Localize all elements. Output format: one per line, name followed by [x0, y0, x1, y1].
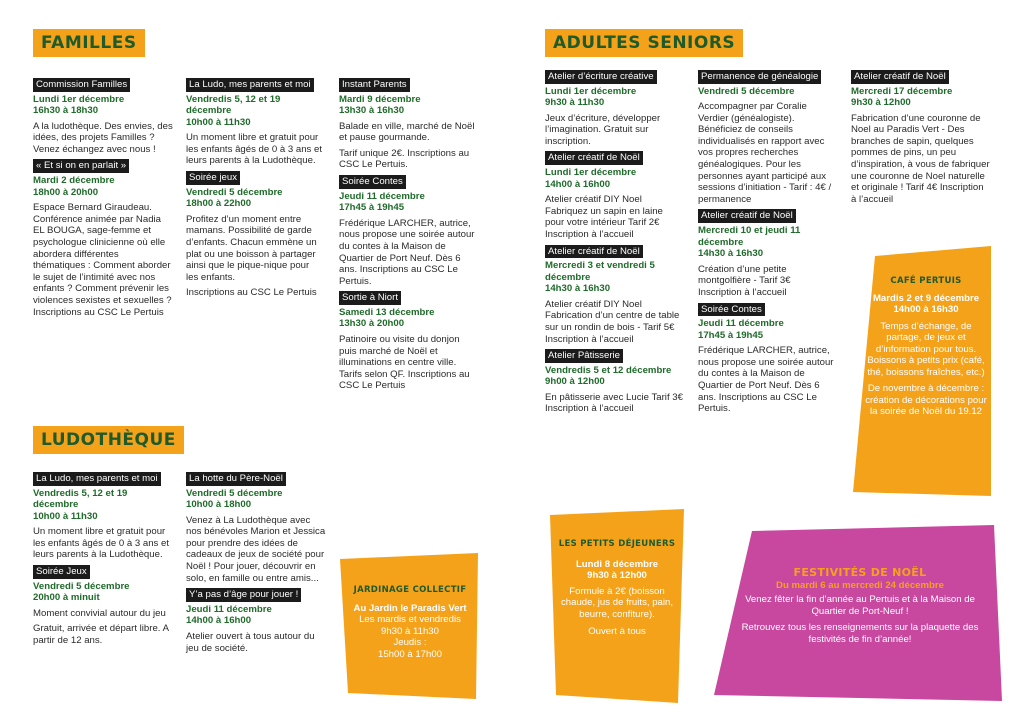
event-tag: Atelier créatif de Noël — [545, 245, 643, 259]
event-tag: Atelier d’écriture créative — [545, 70, 657, 84]
event-ecriture-creative — [545, 70, 683, 147]
event-tag: Atelier créatif de Noël — [545, 151, 643, 165]
event-date: Vendredi 5 décembre — [698, 85, 795, 97]
event-date: Vendredis 5 et 12 décembre 9h00 à 12h00 — [545, 364, 672, 388]
dejeuners-line: Formule à 2€ (boisson chaude, jus de fruits, pain, beurre, confiture). — [561, 585, 673, 620]
event-date: Vendredi 5 décembre 18h00 à 22h00 — [186, 186, 283, 210]
event-date: Vendredis 5, 12 et 19 décembre 10h00 à 11h30 — [186, 93, 281, 128]
event-tag: Permanence de généalogie — [698, 70, 821, 84]
event-soiree-contes-2 — [698, 303, 836, 415]
event-genealogie — [698, 70, 836, 205]
event-date: Lundi 1er décembre 9h30 à 11h30 — [545, 85, 637, 109]
ludo-col-1 — [33, 472, 173, 651]
event-pas-d-age — [186, 588, 326, 654]
event-tag: Soirée Contes — [698, 303, 765, 317]
event-date: Vendredis 5, 12 et 19 décembre 10h00 à 11h30 — [33, 487, 128, 522]
event-tag: Soirée Jeux — [33, 565, 90, 579]
event-date: Mercredi 3 et vendredi 5 décembre 14h30 à 16h30 — [545, 260, 655, 295]
event-date: Mardi 2 décembre 18h00 à 20h00 — [33, 174, 115, 198]
event-creatif-noel-4 — [851, 70, 991, 205]
event-tag: Atelier Pâtisserie — [545, 349, 623, 363]
familles-col-1 — [33, 78, 173, 322]
event-tag: Soirée Contes — [339, 175, 406, 189]
event-tag: Atelier créatif de Noël — [851, 70, 949, 84]
event-date: Vendredi 5 décembre 10h00 à 18h00 — [186, 487, 283, 511]
cafe-title: CAFÉ PERTUIS — [890, 276, 962, 286]
event-date: Mercredi 17 décembre 9h30 à 12h00 — [851, 85, 953, 109]
event-tag: La hotte du Père-Noël — [186, 472, 286, 486]
jardinage-title: JARDINAGE COLLECTIF — [353, 585, 467, 595]
event-soiree-contes — [339, 175, 479, 287]
event-date: Jeudi 11 décembre 17h45 à 19h45 — [339, 190, 425, 214]
event-date: Samedi 13 décembre 13h30 à 20h00 — [339, 306, 435, 330]
seniors-col-3 — [851, 70, 991, 209]
jardinage-box — [338, 553, 480, 699]
event-creatif-noel-3 — [698, 209, 836, 298]
event-date: Jeudi 11 décembre 14h00 à 16h00 — [186, 603, 272, 627]
ludo-col-2 — [186, 472, 326, 658]
event-desc: Patinoire ou visite du donjon puis marché de Noël et illuminations en centre ville. Tarifs selon QF. Inscriptions au CSC Le Pertuis — [339, 334, 470, 392]
event-desc: Atelier ouvert à tous autour du jeu de société. — [186, 630, 315, 654]
dejeuners-line: Ouvert à tous — [588, 626, 646, 637]
event-desc: En pâtisserie avec Lucie Tarif 3€ Inscription à l’accueil — [545, 391, 683, 415]
event-desc: Jeux d’écriture, développer l’imagination. Gratuit sur inscription. — [545, 112, 661, 147]
event-commission-familles — [33, 78, 173, 155]
event-tag: Atelier créatif de Noël — [698, 209, 796, 223]
event-date: Mardi 9 décembre 13h30 à 16h30 — [339, 93, 421, 117]
event-et-si-on-en-parlait — [33, 159, 173, 318]
event-date: Lundi 1er décembre 16h30 à 18h30 — [33, 93, 125, 117]
event-desc: Atelier créatif DIY Noel Fabrication d’un centre de table sur un rondin de bois - Tarif 5€ Inscription à l’accueil — [545, 298, 680, 345]
event-desc: Un moment libre et gratuit pour les enfants âgés de 0 à 3 ans et leurs parents à la Ludothèque. — [33, 526, 170, 561]
event-creatif-noel-2 — [545, 245, 683, 346]
event-desc: Moment convivial autour du jeu — [33, 607, 166, 619]
seniors-title: ADULTES SENIORS — [545, 29, 743, 57]
event-desc: Frédérique LARCHER, autrice, nous propose une soirée autour du contes à la Maison de Quartier de Port Neuf. Dès 6 ans. Inscriptions au CSC Le Pertuis. — [698, 345, 834, 415]
cafe-line: Temps d’échange, de partage, de jeux et d’information pour tous. Boissons à petits prix (café, thé, boissons fraîches, etc.) — [867, 320, 985, 378]
event-date: Lundi 1er décembre 14h00 à 16h00 — [545, 166, 637, 190]
event-desc: Atelier créatif DIY Noel Fabriquez un sapin en laine pour votre intérieur Tarif 2€ Inscription à l’accueil — [545, 194, 663, 240]
event-ludo-parents-2 — [33, 472, 173, 561]
seniors-col-1 — [545, 70, 683, 419]
event-desc: A la ludothèque. Des envies, des idées, des projets Familles ? Venez échangez avec nous ! — [33, 120, 173, 155]
event-creatif-noel-1 — [545, 151, 683, 240]
event-desc: Profitez d’un moment entre mamans. Possibilité de garde d’enfants. Chacun emmène un plat ou une boisson à partager ainsi que le pique-nique pour les enfants. — [186, 213, 317, 283]
event-tag: Commission Familles — [33, 78, 130, 92]
event-tag: Soirée jeux — [186, 171, 240, 185]
event-desc: Balade en ville, marché de Noël et pause gourmande. — [339, 120, 475, 144]
jardinage-line: Jeudis : — [393, 637, 427, 648]
familles-col-3 — [339, 78, 479, 396]
event-desc: Création d’une petite montgolfière - Tarif 3€ Inscription à l’accueil — [698, 263, 791, 298]
event-tag: Y’a pas d’âge pour jouer ! — [186, 588, 301, 602]
event-date: Mercredi 10 et jeudi 11 décembre 14h30 à 16h30 — [698, 224, 801, 260]
cafe-pertuis-box — [851, 246, 993, 496]
event-desc: Fabrication d’une couronne de Noel au Paradis Vert - Des branches de sapin, quelques pommes de pins, un peu d’inspiration, à vous de fabriquer une couronne de Noel naturelle et originale ! Tarif 4€ Inscription à l’accueil — [851, 112, 990, 205]
familles-col-2 — [186, 78, 324, 303]
familles-title: FAMILLES — [33, 29, 145, 57]
event-desc: Gratuit, arrivée et départ libre. A partir de 12 ans. — [33, 623, 169, 646]
event-soiree-jeux-2 — [33, 565, 173, 646]
event-sortie-niort — [339, 291, 479, 392]
event-soiree-jeux — [186, 171, 324, 299]
event-desc: Venez à La Ludothèque avec nos bénévoles Marion et Jessica pour prendre des idées de cadeaux de jeux de société pour Noël ! Pour jouer, découvrir en solo, en famille ou entre amis... — [186, 514, 326, 584]
event-hotte-pere-noel — [186, 472, 326, 584]
event-desc: Frédérique LARCHER, autrice, nous propose une soirée autour du contes à la Maison de Quartier de Port Neuf. Dès 6 ans. Inscriptions au CSC Le Pertuis. — [339, 217, 475, 287]
event-desc: Accompagner par Coralie Verdier (généalogiste). Bénéficiez de conseils individualisés en rapport avec vos propres recherches généalogiques. Pour les personnes ayant participé aux sessions d’initiation - Tarif : 4€ / permanence — [698, 101, 832, 205]
festivites-title: FESTIVITÉS DE NOËL — [793, 566, 927, 579]
cafe-date: Mardis 2 et 9 décembre 14h00 à 16h30 — [872, 292, 980, 315]
event-instant-parents — [339, 78, 479, 171]
event-desc: Tarif unique 2€. Inscriptions au CSC Le Pertuis. — [339, 147, 470, 171]
event-desc: Espace Bernard Giraudeau. Conférence animée par Nadia EL BOUGA, sage-femme et psychologue clinicienne où elle abordera différentes thématiques : Comment aborder le sujet de l’intimité avec nos enfants ? Comment prévenir les violences sexistes et sexuelles ? Inscriptions au CSC Le Pertuis — [33, 202, 172, 318]
ludotheque-title: LUDOTHÈQUE — [33, 426, 184, 454]
event-desc: Un moment libre et gratuit pour les enfants âgés de 0 à 3 ans et leurs parents à la Ludothèque. — [186, 132, 323, 167]
event-tag: Instant Parents — [339, 78, 410, 92]
event-desc: Inscriptions au CSC Le Pertuis — [186, 287, 317, 299]
festivites-line: Retrouvez tous les renseignements sur la plaquette des festivités de fin d’année! — [741, 622, 979, 645]
event-tag: La Ludo, mes parents et moi — [186, 78, 314, 92]
jardinage-line: 9h30 à 11h30 — [381, 625, 439, 637]
dejeuners-title: LES PETITS DÉJEUNERS — [558, 539, 676, 549]
event-date: Jeudi 11 décembre 17h45 à 19h45 — [698, 318, 784, 341]
seniors-col-2 — [698, 70, 836, 419]
jardinage-line: 15h00 à 17h00 — [377, 648, 443, 660]
jardinage-line: Les mardis et vendredis — [359, 614, 461, 625]
event-ludo-parents — [186, 78, 324, 167]
event-patisserie — [545, 349, 683, 415]
cafe-line: De novembre à décembre : création de décorations pour la soirée de Noël du 19.12 — [865, 383, 987, 417]
event-tag: Sortie à Niort — [339, 291, 401, 305]
jardinage-place: Au Jardin le Paradis Vert — [353, 602, 467, 614]
dejeuners-date: Lundi 8 décembre 9h30 à 12h00 — [575, 558, 659, 581]
festivites-line: Venez fêter la fin d’année au Pertuis et à la Maison de Quartier de Port-Neuf ! — [745, 594, 975, 617]
festivites-date: Du mardi 6 au mercredi 24 décembre — [776, 579, 944, 591]
event-tag: La Ludo, mes parents et moi — [33, 472, 161, 486]
petits-dejeuners-box — [548, 509, 686, 703]
event-date: Vendredi 5 décembre 20h00 à minuit — [33, 580, 130, 604]
festivites-box — [714, 525, 1002, 701]
event-tag: « Et si on en parlait » — [33, 159, 129, 173]
